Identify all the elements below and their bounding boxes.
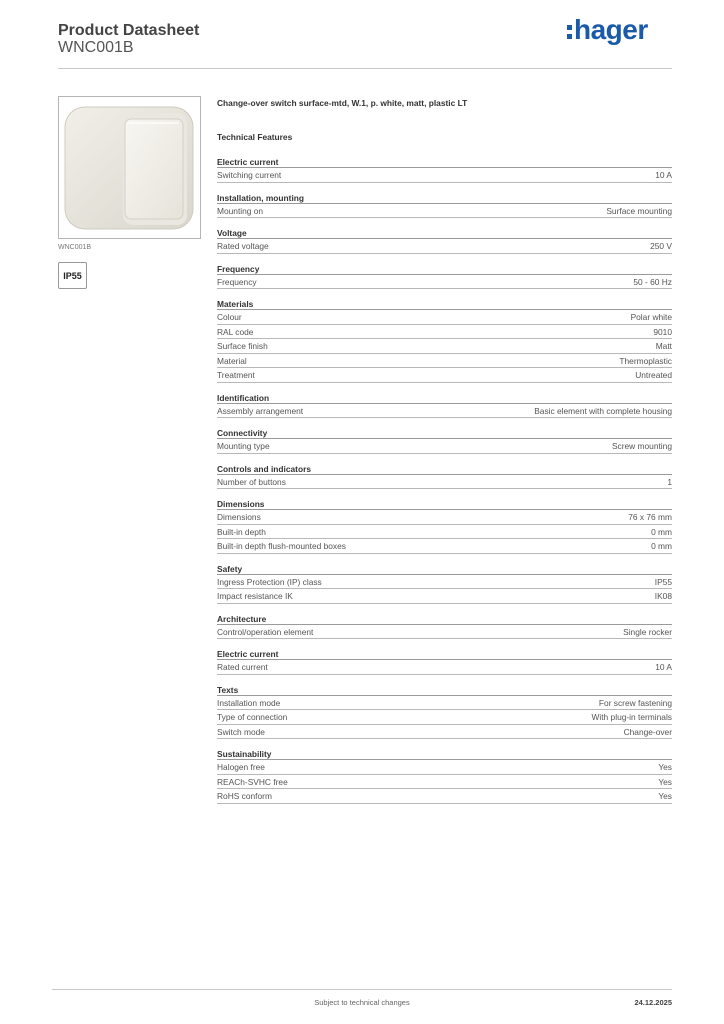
section-title: Voltage bbox=[217, 228, 672, 239]
spec-label: Rated current bbox=[217, 662, 268, 672]
spec-value: Yes bbox=[658, 791, 672, 801]
spec-section bbox=[217, 299, 672, 383]
spec-label: Built-in depth bbox=[217, 526, 266, 537]
section-title: Dimensions bbox=[217, 499, 672, 510]
spec-label: Switch mode bbox=[217, 726, 265, 737]
spec-row bbox=[217, 696, 672, 711]
section-title: Materials bbox=[217, 299, 672, 310]
spec-label: Material bbox=[217, 355, 247, 366]
section-title: Safety bbox=[217, 564, 672, 575]
spec-row bbox=[217, 710, 672, 725]
spec-sections bbox=[217, 157, 672, 804]
spec-section bbox=[217, 193, 672, 219]
spec-value: Yes bbox=[658, 762, 672, 772]
spec-label: Surface finish bbox=[217, 341, 268, 351]
spec-content bbox=[217, 97, 672, 804]
spec-value: Untreated bbox=[635, 370, 672, 380]
spec-value: IP55 bbox=[654, 576, 672, 587]
logo-dots-icon bbox=[567, 25, 572, 39]
spec-row bbox=[217, 439, 672, 454]
spec-label: Number of buttons bbox=[217, 476, 286, 487]
spec-row bbox=[217, 510, 672, 525]
spec-section bbox=[217, 264, 672, 290]
switch-illustration-icon bbox=[59, 97, 200, 238]
spec-row bbox=[217, 539, 672, 554]
spec-section bbox=[217, 157, 672, 183]
spec-value: Thermoplastic bbox=[619, 355, 672, 366]
spec-label: Rated voltage bbox=[217, 241, 269, 251]
spec-label: Switching current bbox=[217, 170, 282, 180]
image-caption: WNC001B bbox=[58, 244, 92, 251]
features-heading: Technical Features bbox=[217, 132, 293, 142]
spec-row bbox=[217, 354, 672, 369]
section-title: Frequency bbox=[217, 264, 672, 275]
page-title: Product Datasheet bbox=[58, 22, 200, 39]
footer-divider bbox=[52, 989, 672, 990]
spec-value: 1 bbox=[667, 476, 672, 487]
spec-value: Polar white bbox=[630, 312, 672, 322]
spec-label: Treatment bbox=[217, 370, 255, 380]
spec-value: 0 mm bbox=[651, 541, 672, 551]
spec-value: Surface mounting bbox=[606, 205, 672, 216]
spec-value: 10 A bbox=[655, 662, 672, 672]
spec-label: Type of connection bbox=[217, 712, 288, 722]
spec-row bbox=[217, 625, 672, 640]
section-title: Identification bbox=[217, 393, 672, 404]
spec-value: 250 V bbox=[650, 241, 672, 251]
spec-value: Basic element with complete housing bbox=[534, 405, 672, 416]
spec-label: Mounting type bbox=[217, 441, 270, 451]
spec-value: 9010 bbox=[653, 326, 672, 337]
spec-label: Assembly arrangement bbox=[217, 405, 304, 416]
spec-value: Yes bbox=[658, 776, 672, 787]
spec-row bbox=[217, 339, 672, 354]
section-title: Architecture bbox=[217, 614, 672, 625]
spec-label: Halogen free bbox=[217, 762, 265, 772]
spec-section bbox=[217, 649, 672, 675]
spec-label: Ingress Protection (IP) class bbox=[217, 576, 322, 587]
spec-value: For screw fastening bbox=[598, 697, 672, 708]
spec-row bbox=[217, 789, 672, 804]
spec-label: Colour bbox=[217, 312, 242, 322]
spec-value: 10 A bbox=[655, 170, 672, 180]
spec-label: Dimensions bbox=[217, 512, 261, 522]
spec-row bbox=[217, 275, 672, 290]
spec-row bbox=[217, 725, 672, 740]
spec-value: Single rocker bbox=[623, 626, 672, 637]
spec-row bbox=[217, 525, 672, 540]
spec-row bbox=[217, 475, 672, 490]
spec-section bbox=[217, 614, 672, 640]
ip-rating-badge: IP55 bbox=[58, 262, 87, 289]
spec-label: Built-in depth flush-mounted boxes bbox=[217, 541, 346, 551]
spec-row bbox=[217, 760, 672, 775]
spec-value: IK08 bbox=[654, 591, 672, 601]
product-code: WNC001B bbox=[58, 39, 134, 56]
spec-row bbox=[217, 168, 672, 183]
spec-row bbox=[217, 239, 672, 254]
spec-row bbox=[217, 660, 672, 675]
footer-date: 24.12.2025 bbox=[634, 998, 672, 1007]
spec-section bbox=[217, 228, 672, 254]
spec-row bbox=[217, 204, 672, 219]
spec-section bbox=[217, 685, 672, 740]
spec-label: Control/operation element bbox=[217, 626, 314, 637]
logo-text: hager bbox=[574, 14, 648, 45]
spec-row bbox=[217, 368, 672, 383]
section-title: Texts bbox=[217, 685, 672, 696]
spec-value: Matt bbox=[655, 341, 672, 351]
section-title: Installation, mounting bbox=[217, 193, 672, 204]
section-title: Controls and indicators bbox=[217, 464, 672, 475]
spec-section bbox=[217, 749, 672, 804]
spec-value: With plug-in terminals bbox=[591, 712, 672, 722]
product-description: Change-over switch surface-mtd, W.1, p. white, matt, plastic LT bbox=[217, 98, 468, 108]
spec-value: 50 - 60 Hz bbox=[633, 276, 672, 287]
spec-row bbox=[217, 589, 672, 604]
spec-section bbox=[217, 499, 672, 554]
product-image bbox=[58, 96, 201, 239]
section-title: Sustainability bbox=[217, 749, 672, 760]
spec-value: 0 mm bbox=[651, 526, 672, 537]
spec-label: Mounting on bbox=[217, 205, 264, 216]
spec-label: Frequency bbox=[217, 276, 257, 287]
brand-logo bbox=[567, 14, 648, 46]
spec-row bbox=[217, 404, 672, 419]
spec-label: RoHS conform bbox=[217, 791, 272, 801]
spec-row bbox=[217, 310, 672, 325]
spec-label: Impact resistance IK bbox=[217, 591, 293, 601]
spec-value: Screw mounting bbox=[611, 441, 672, 451]
spec-label: Installation mode bbox=[217, 697, 281, 708]
spec-row bbox=[217, 775, 672, 790]
spec-section bbox=[217, 393, 672, 419]
spec-row bbox=[217, 575, 672, 590]
section-title: Connectivity bbox=[217, 428, 672, 439]
header-divider bbox=[58, 68, 672, 69]
spec-label: RAL code bbox=[217, 326, 254, 337]
spec-section bbox=[217, 428, 672, 454]
footer-note: Subject to technical changes bbox=[314, 998, 410, 1007]
spec-value: 76 x 76 mm bbox=[628, 512, 672, 522]
spec-label: REACh-SVHC free bbox=[217, 776, 288, 787]
spec-value: Change-over bbox=[623, 726, 672, 737]
section-title: Electric current bbox=[217, 157, 672, 168]
section-title: Electric current bbox=[217, 649, 672, 660]
spec-section bbox=[217, 464, 672, 490]
spec-section bbox=[217, 564, 672, 604]
spec-row bbox=[217, 325, 672, 340]
